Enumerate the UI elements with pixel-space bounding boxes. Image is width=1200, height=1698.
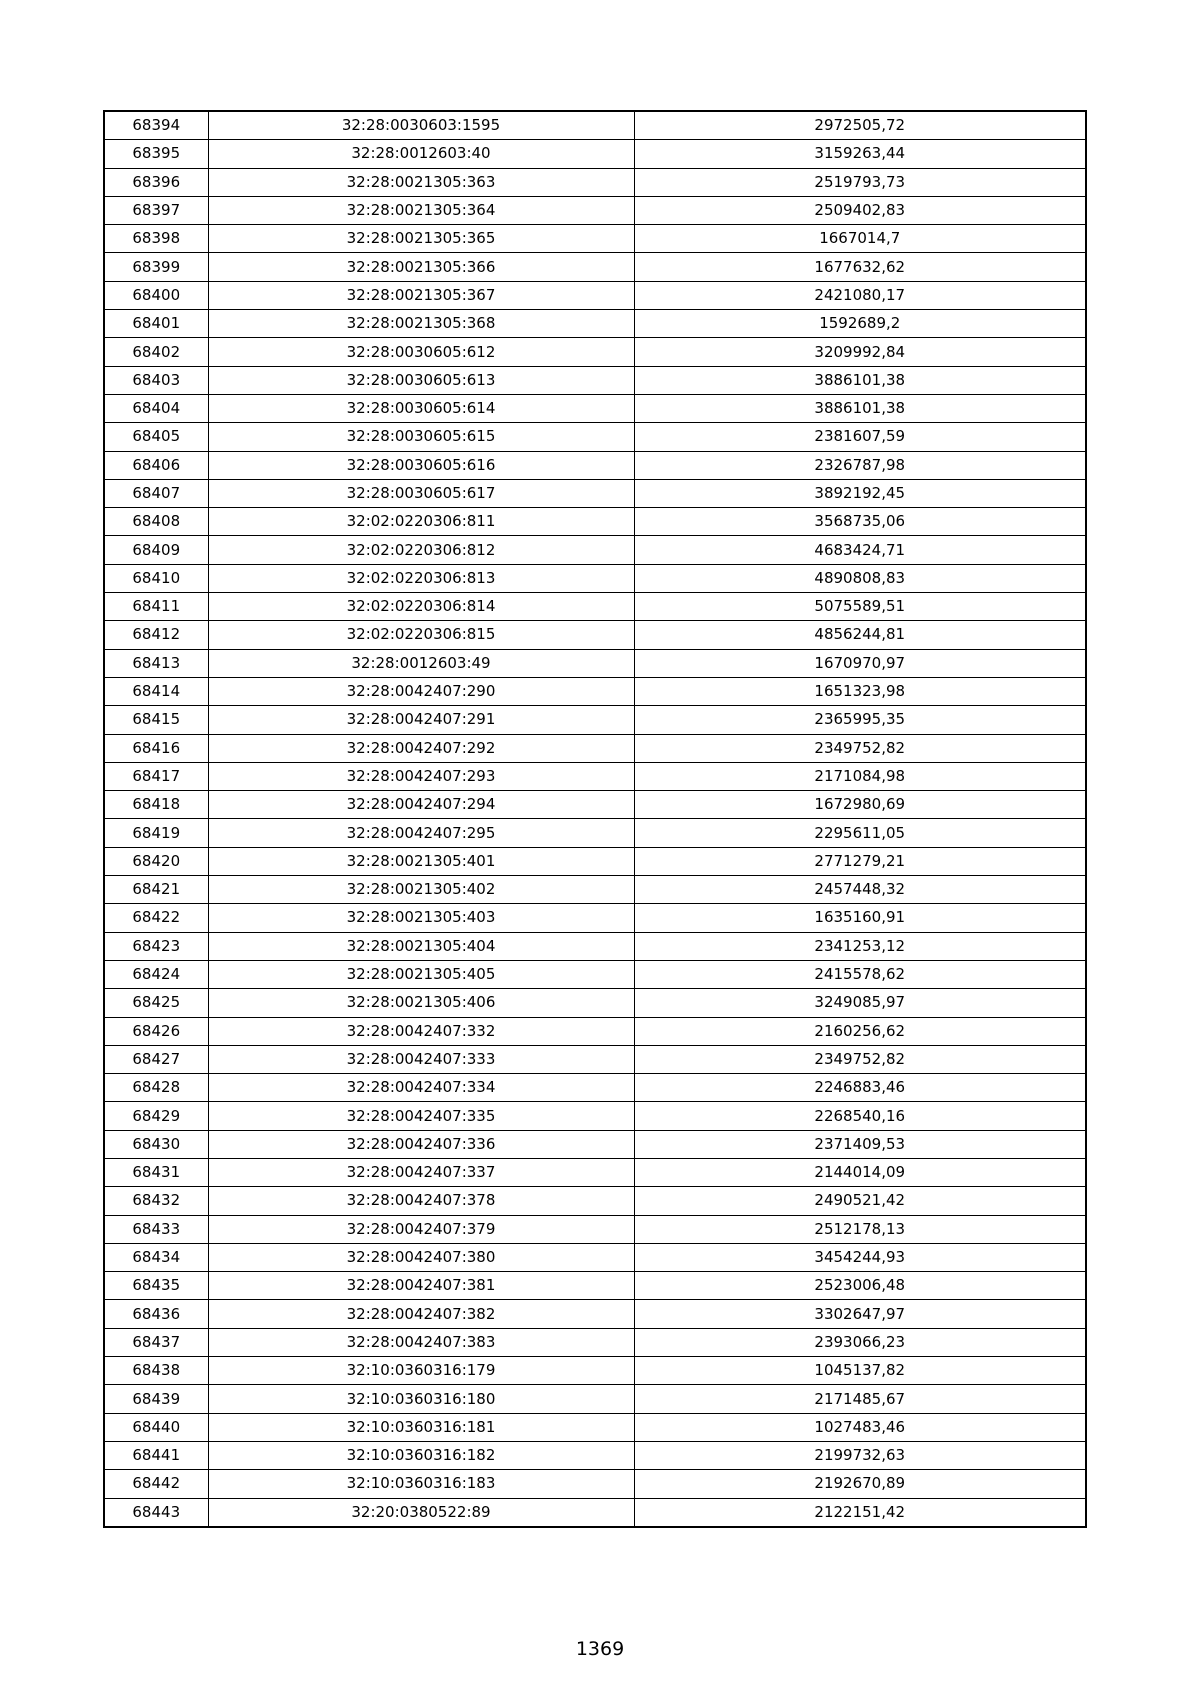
cadastral-number-cell: 32:28:0030605:616 (208, 451, 634, 479)
table-row (104, 394, 1086, 422)
table-row (104, 225, 1086, 253)
table-row (104, 989, 1086, 1017)
cadastral-number-cell: 32:28:0021305:365 (208, 225, 634, 253)
table-row (104, 1385, 1086, 1413)
row-index-cell: 68443 (104, 1498, 208, 1527)
value-cell: 3568735,06 (634, 508, 1086, 536)
table-row (104, 1187, 1086, 1215)
row-index-cell: 68416 (104, 734, 208, 762)
cadastral-number-cell: 32:28:0042407:291 (208, 706, 634, 734)
value-cell: 3892192,45 (634, 479, 1086, 507)
value-cell: 2246883,46 (634, 1074, 1086, 1102)
value-cell: 1667014,7 (634, 225, 1086, 253)
row-index-cell: 68418 (104, 791, 208, 819)
value-cell: 2381607,59 (634, 423, 1086, 451)
cadastral-number-cell: 32:02:0220306:814 (208, 593, 634, 621)
value-cell: 2171084,98 (634, 762, 1086, 790)
row-index-cell: 68403 (104, 366, 208, 394)
table-row (104, 1498, 1086, 1527)
value-cell: 2144014,09 (634, 1158, 1086, 1186)
row-index-cell: 68423 (104, 932, 208, 960)
cadastral-number-cell: 32:28:0042407:333 (208, 1045, 634, 1073)
cadastral-number-cell: 32:28:0021305:402 (208, 876, 634, 904)
table-row (104, 876, 1086, 904)
table-row (104, 649, 1086, 677)
row-index-cell: 68396 (104, 168, 208, 196)
value-cell: 3302647,97 (634, 1300, 1086, 1328)
row-index-cell: 68398 (104, 225, 208, 253)
row-index-cell: 68394 (104, 111, 208, 140)
value-cell: 3249085,97 (634, 989, 1086, 1017)
cadastral-number-cell: 32:28:0042407:290 (208, 677, 634, 705)
value-cell: 1672980,69 (634, 791, 1086, 819)
row-index-cell: 68425 (104, 989, 208, 1017)
row-index-cell: 68440 (104, 1413, 208, 1441)
value-cell: 1045137,82 (634, 1357, 1086, 1385)
table-row (104, 423, 1086, 451)
table-row (104, 451, 1086, 479)
cadastral-number-cell: 32:28:0042407:334 (208, 1074, 634, 1102)
value-cell: 2523006,48 (634, 1272, 1086, 1300)
table-row (104, 536, 1086, 564)
row-index-cell: 68430 (104, 1130, 208, 1158)
cadastral-number-cell: 32:28:0042407:379 (208, 1215, 634, 1243)
table-row (104, 140, 1086, 168)
table-row (104, 508, 1086, 536)
row-index-cell: 68410 (104, 564, 208, 592)
row-index-cell: 68405 (104, 423, 208, 451)
table-row (104, 1470, 1086, 1498)
table-row (104, 791, 1086, 819)
value-cell: 2972505,72 (634, 111, 1086, 140)
row-index-cell: 68438 (104, 1357, 208, 1385)
table-row (104, 1300, 1086, 1328)
value-cell: 2199732,63 (634, 1441, 1086, 1469)
row-index-cell: 68421 (104, 876, 208, 904)
row-index-cell: 68407 (104, 479, 208, 507)
cadastral-number-cell: 32:10:0360316:183 (208, 1470, 634, 1498)
value-cell: 2512178,13 (634, 1215, 1086, 1243)
table-row (104, 338, 1086, 366)
table-row (104, 1130, 1086, 1158)
table-row (104, 281, 1086, 309)
cadastral-number-cell: 32:28:0042407:380 (208, 1243, 634, 1271)
value-cell: 2326787,98 (634, 451, 1086, 479)
row-index-cell: 68439 (104, 1385, 208, 1413)
cadastral-number-cell: 32:28:0030605:615 (208, 423, 634, 451)
table-row (104, 111, 1086, 140)
value-cell: 2490521,42 (634, 1187, 1086, 1215)
value-cell: 2519793,73 (634, 168, 1086, 196)
table-row (104, 706, 1086, 734)
cadastral-number-cell: 32:28:0030603:1595 (208, 111, 634, 140)
row-index-cell: 68437 (104, 1328, 208, 1356)
cadastral-number-cell: 32:10:0360316:181 (208, 1413, 634, 1441)
table-row (104, 1045, 1086, 1073)
value-cell: 2457448,32 (634, 876, 1086, 904)
cadastral-number-cell: 32:10:0360316:179 (208, 1357, 634, 1385)
row-index-cell: 68420 (104, 847, 208, 875)
table-row (104, 677, 1086, 705)
cadastral-number-cell: 32:28:0012603:49 (208, 649, 634, 677)
page-number: 1369 (575, 1638, 625, 1660)
cadastral-number-cell: 32:28:0042407:294 (208, 791, 634, 819)
row-index-cell: 68441 (104, 1441, 208, 1469)
row-index-cell: 68406 (104, 451, 208, 479)
cadastral-number-cell: 32:28:0021305:404 (208, 932, 634, 960)
table-row (104, 1357, 1086, 1385)
value-cell: 2415578,62 (634, 960, 1086, 988)
row-index-cell: 68429 (104, 1102, 208, 1130)
value-cell: 2371409,53 (634, 1130, 1086, 1158)
row-index-cell: 68408 (104, 508, 208, 536)
table-row (104, 168, 1086, 196)
table-row (104, 1017, 1086, 1045)
cadastral-number-cell: 32:28:0021305:364 (208, 196, 634, 224)
value-cell: 3886101,38 (634, 394, 1086, 422)
value-cell: 2171485,67 (634, 1385, 1086, 1413)
value-cell: 2349752,82 (634, 734, 1086, 762)
row-index-cell: 68442 (104, 1470, 208, 1498)
row-index-cell: 68415 (104, 706, 208, 734)
cadastral-number-cell: 32:28:0021305:405 (208, 960, 634, 988)
row-index-cell: 68417 (104, 762, 208, 790)
row-index-cell: 68422 (104, 904, 208, 932)
table-row (104, 819, 1086, 847)
cadastral-number-cell: 32:02:0220306:815 (208, 621, 634, 649)
row-index-cell: 68404 (104, 394, 208, 422)
value-cell: 2160256,62 (634, 1017, 1086, 1045)
table-row (104, 1272, 1086, 1300)
row-index-cell: 68434 (104, 1243, 208, 1271)
cadastral-number-cell: 32:28:0042407:335 (208, 1102, 634, 1130)
value-cell: 1027483,46 (634, 1413, 1086, 1441)
row-index-cell: 68412 (104, 621, 208, 649)
row-index-cell: 68432 (104, 1187, 208, 1215)
table-row (104, 1102, 1086, 1130)
row-index-cell: 68401 (104, 310, 208, 338)
row-index-cell: 68436 (104, 1300, 208, 1328)
row-index-cell: 68424 (104, 960, 208, 988)
row-index-cell: 68435 (104, 1272, 208, 1300)
value-cell: 3886101,38 (634, 366, 1086, 394)
table-row (104, 960, 1086, 988)
cadastral-number-cell: 32:28:0042407:381 (208, 1272, 634, 1300)
row-index-cell: 68400 (104, 281, 208, 309)
table-row (104, 621, 1086, 649)
table-row (104, 479, 1086, 507)
value-cell: 4683424,71 (634, 536, 1086, 564)
value-cell: 1677632,62 (634, 253, 1086, 281)
cadastral-number-cell: 32:28:0030605:617 (208, 479, 634, 507)
cadastral-number-cell: 32:28:0021305:403 (208, 904, 634, 932)
table-row (104, 932, 1086, 960)
table-row (104, 1441, 1086, 1469)
cadastral-number-cell: 32:28:0021305:366 (208, 253, 634, 281)
value-cell: 2509402,83 (634, 196, 1086, 224)
cadastral-number-cell: 32:28:0042407:336 (208, 1130, 634, 1158)
value-cell: 1635160,91 (634, 904, 1086, 932)
value-cell: 5075589,51 (634, 593, 1086, 621)
row-index-cell: 68426 (104, 1017, 208, 1045)
data-table (103, 110, 1087, 1528)
row-index-cell: 68414 (104, 677, 208, 705)
cadastral-number-cell: 32:28:0042407:332 (208, 1017, 634, 1045)
cadastral-number-cell: 32:28:0042407:378 (208, 1187, 634, 1215)
cadastral-number-cell: 32:28:0021305:406 (208, 989, 634, 1017)
cadastral-number-cell: 32:28:0042407:383 (208, 1328, 634, 1356)
cadastral-number-cell: 32:28:0030605:614 (208, 394, 634, 422)
value-cell: 2192670,89 (634, 1470, 1086, 1498)
row-index-cell: 68411 (104, 593, 208, 621)
value-cell: 2393066,23 (634, 1328, 1086, 1356)
value-cell: 3159263,44 (634, 140, 1086, 168)
row-index-cell: 68413 (104, 649, 208, 677)
row-index-cell: 68433 (104, 1215, 208, 1243)
cadastral-number-cell: 32:28:0042407:295 (208, 819, 634, 847)
row-index-cell: 68402 (104, 338, 208, 366)
table-row (104, 847, 1086, 875)
cadastral-number-cell: 32:28:0042407:337 (208, 1158, 634, 1186)
row-index-cell: 68427 (104, 1045, 208, 1073)
table-row (104, 734, 1086, 762)
value-cell: 2268540,16 (634, 1102, 1086, 1130)
value-cell: 4856244,81 (634, 621, 1086, 649)
value-cell: 2421080,17 (634, 281, 1086, 309)
value-cell: 1670970,97 (634, 649, 1086, 677)
cadastral-number-cell: 32:28:0042407:292 (208, 734, 634, 762)
cadastral-number-cell: 32:28:0012603:40 (208, 140, 634, 168)
row-index-cell: 68397 (104, 196, 208, 224)
cadastral-number-cell: 32:20:0380522:89 (208, 1498, 634, 1527)
value-cell: 2122151,42 (634, 1498, 1086, 1527)
table-row (104, 1413, 1086, 1441)
table-row (104, 196, 1086, 224)
table-row (104, 1158, 1086, 1186)
value-cell: 2349752,82 (634, 1045, 1086, 1073)
row-index-cell: 68409 (104, 536, 208, 564)
cadastral-number-cell: 32:28:0042407:382 (208, 1300, 634, 1328)
table-row (104, 1074, 1086, 1102)
value-cell: 4890808,83 (634, 564, 1086, 592)
cadastral-number-cell: 32:28:0021305:401 (208, 847, 634, 875)
table-row (104, 1215, 1086, 1243)
value-cell: 2341253,12 (634, 932, 1086, 960)
table-row (104, 1328, 1086, 1356)
value-cell: 3209992,84 (634, 338, 1086, 366)
value-cell: 1592689,2 (634, 310, 1086, 338)
row-index-cell: 68395 (104, 140, 208, 168)
cadastral-number-cell: 32:02:0220306:812 (208, 536, 634, 564)
row-index-cell: 68431 (104, 1158, 208, 1186)
cadastral-number-cell: 32:10:0360316:180 (208, 1385, 634, 1413)
cadastral-number-cell: 32:28:0021305:368 (208, 310, 634, 338)
value-cell: 2295611,05 (634, 819, 1086, 847)
table-row (104, 762, 1086, 790)
cadastral-number-cell: 32:02:0220306:811 (208, 508, 634, 536)
value-cell: 1651323,98 (634, 677, 1086, 705)
table-body (104, 111, 1086, 1527)
table-row (104, 1243, 1086, 1271)
table-row (104, 310, 1086, 338)
row-index-cell: 68419 (104, 819, 208, 847)
cadastral-number-cell: 32:02:0220306:813 (208, 564, 634, 592)
table-row (104, 366, 1086, 394)
row-index-cell: 68399 (104, 253, 208, 281)
cadastral-number-cell: 32:28:0030605:613 (208, 366, 634, 394)
cadastral-number-cell: 32:28:0021305:367 (208, 281, 634, 309)
cadastral-number-cell: 32:28:0030605:612 (208, 338, 634, 366)
value-cell: 2365995,35 (634, 706, 1086, 734)
table-row (104, 593, 1086, 621)
cadastral-number-cell: 32:28:0021305:363 (208, 168, 634, 196)
value-cell: 2771279,21 (634, 847, 1086, 875)
value-cell: 3454244,93 (634, 1243, 1086, 1271)
table-row (104, 564, 1086, 592)
cadastral-number-cell: 32:10:0360316:182 (208, 1441, 634, 1469)
cadastral-number-cell: 32:28:0042407:293 (208, 762, 634, 790)
table-row (104, 904, 1086, 932)
table-row (104, 253, 1086, 281)
row-index-cell: 68428 (104, 1074, 208, 1102)
